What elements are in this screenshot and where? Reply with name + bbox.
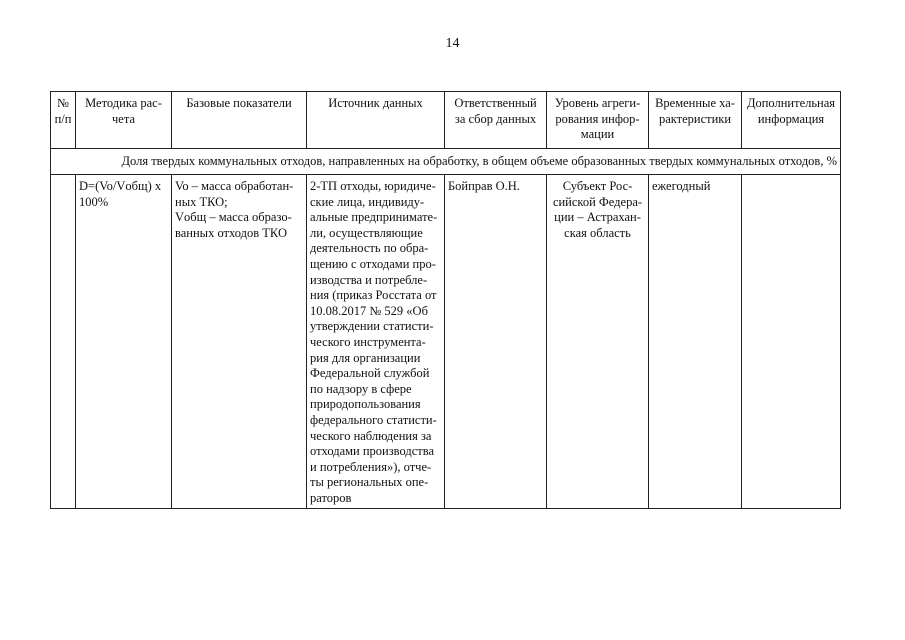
- cell-method: D=(Vo/Vобщ) x 100%: [76, 175, 172, 509]
- section-title-row: [51, 149, 841, 175]
- section-title: Доля твердых коммунальных отходов, направленных на обработку, в общем объеме образованных твердых коммунальных отходов, %: [51, 149, 841, 175]
- header-method: Методика рас- чета: [76, 92, 172, 149]
- table-header-row: [51, 92, 841, 149]
- header-time: Временные ха- рактеристики: [649, 92, 742, 149]
- cell-aggregation: Субъект Рос- сийской Федера- ции – Астрахан- ская область: [547, 175, 649, 509]
- header-number: № п/п: [51, 92, 76, 149]
- header-base-indicators: Базовые показатели: [172, 92, 307, 149]
- cell-responsible: Бойправ О.Н.: [445, 175, 547, 509]
- header-source: Источник данных: [307, 92, 445, 149]
- cell-additional: [742, 175, 841, 509]
- cell-base-indicators: Vo – масса обработан- ных ТКО; Vобщ – масса образо- ванных отходов ТКО: [172, 175, 307, 509]
- header-responsible: Ответственный за сбор данных: [445, 92, 547, 149]
- cell-number: [51, 175, 76, 509]
- header-aggregation: Уровень агреги- рования инфор- мации: [547, 92, 649, 149]
- cell-time: ежегодный: [649, 175, 742, 509]
- header-additional: Дополнительная информация: [742, 92, 841, 149]
- page-number: 14: [445, 36, 460, 51]
- indicator-table: [50, 91, 841, 509]
- cell-source: 2-ТП отходы, юридиче- ские лица, индивиду- альные предпринимате- ли, осуществляющие деятельность по обра- щению с отходами про- изводства и потребле- ния (приказ Росстата от 10.08.2017 № 529 «Об утверждении статисти- ческого инструмента- рия для организации Федеральной службой по надзору в сфере природопользования федерального статисти- ческого наблюдения за отходами производства и потребления»), отче- ты региональных опе- раторов: [307, 175, 445, 509]
- table-row: [51, 175, 841, 509]
